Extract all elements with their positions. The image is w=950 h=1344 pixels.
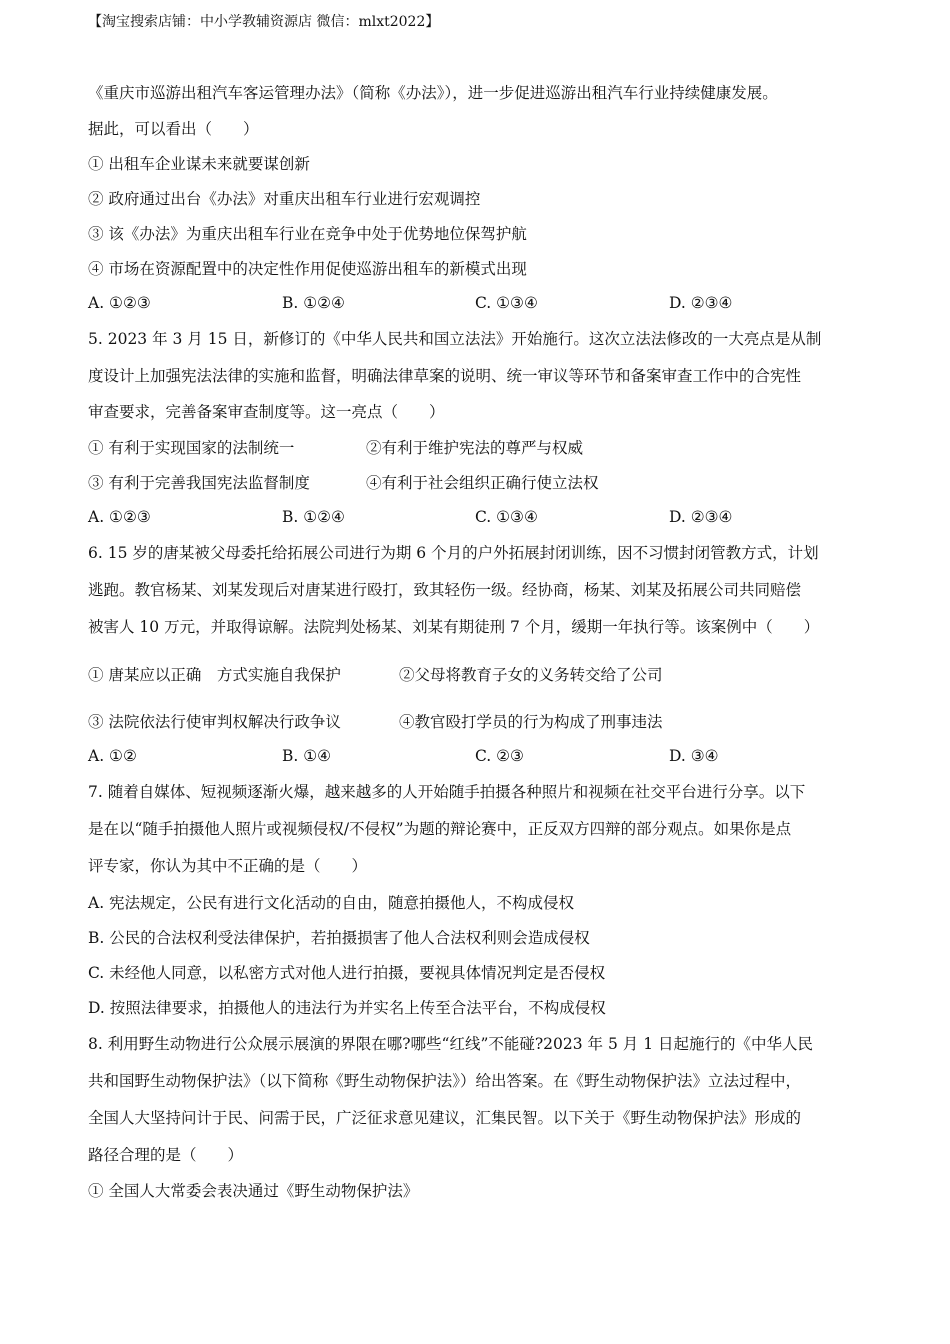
q6-stem-line-1: 6. 15 岁的唐某被父母委托给拓展公司进行为期 6 个月的户外拓展封闭训练，因不习惯封闭管教方式，计划 (88, 544, 819, 562)
q4-option-c: C. ①③④ (475, 294, 538, 312)
q4-statement-4: ④ 市场在资源配置中的决定性作用促使巡游出租车的新模式出现 (88, 260, 527, 278)
q6-statement-2: ②父母将教育子女的义务转交给了公司 (399, 666, 663, 684)
q5-option-c: C. ①③④ (475, 508, 538, 526)
q5-stem-line-3: 审查要求，完善备案审查制度等。这一亮点（ ） (88, 403, 445, 421)
q4-option-b: B. ①②④ (282, 294, 345, 312)
q7-option-d: D. 按照法律要求，拍摄他人的违法行为并实名上传至合法平台，不构成侵权 (88, 999, 606, 1017)
q4-stem-line-2: 据此，可以看出（ ） (88, 120, 259, 138)
q6-stem-line-2: 逃跑。教官杨某、刘某发现后对唐某进行殴打，致其轻伤一级。经协商，杨某、刘某及拓展公司共同赔偿 (88, 581, 802, 599)
q5-option-d: D. ②③④ (669, 508, 733, 526)
q4-option-a: A. ①②③ (88, 294, 151, 312)
q6-statement-1: ① 唐某应以正确 方式实施自我保护 (88, 666, 341, 684)
q6-option-c: C. ②③ (475, 747, 524, 765)
q7-stem-line-2: 是在以“随手拍摄他人照片或视频侵权/不侵权”为题的辩论赛中，正反双方四辩的部分观点。如果你是点 (88, 820, 792, 838)
q6-stem-line-3: 被害人 10 万元，并取得谅解。法院判处杨某、刘某有期徒刑 7 个月，缓期一年执行等。该案例中（ ） (88, 618, 820, 636)
q6-statement-3: ③ 法院依法行使审判权解决行政争议 (88, 713, 341, 731)
q5-option-b: B. ①②④ (282, 508, 345, 526)
page-header-watermark: 【淘宝搜索店铺：中小学教辅资源店 微信：mlxt2022】 (88, 14, 440, 30)
q8-stem-line-3: 全国人大坚持问计于民、问需于民，广泛征求意见建议，汇集民智。以下关于《野生动物保护法》形成的 (88, 1109, 802, 1127)
q8-stem-line-2: 共和国野生动物保护法》（以下简称《野生动物保护法》）给出答案。在《野生动物保护法》立法过程中， (88, 1072, 802, 1090)
q4-stem-line-1: 《重庆市巡游出租汽车客运管理办法》（简称《办法》），进一步促进巡游出租汽车行业持续健康发展。 (88, 84, 778, 102)
q7-option-a: A. 宪法规定，公民有进行文化活动的自由，随意拍摄他人，不构成侵权 (88, 894, 575, 912)
q5-statement-3: ③ 有利于完善我国宪法监督制度 (88, 474, 310, 492)
q5-statement-1: ① 有利于实现国家的法制统一 (88, 439, 295, 457)
q7-stem-line-1: 7. 随着自媒体、短视频逐渐火爆，越来越多的人开始随手拍摄各种照片和视频在社交平台进行分享。以下 (88, 783, 806, 801)
q8-statement-1: ① 全国人大常委会表决通过《野生动物保护法》 (88, 1182, 419, 1200)
q6-option-d: D. ③④ (669, 747, 719, 765)
q4-option-d: D. ②③④ (669, 294, 733, 312)
q7-option-c: C. 未经他人同意，以私密方式对他人进行拍摄，要视具体情况判定是否侵权 (88, 964, 606, 982)
q6-option-b: B. ①④ (282, 747, 332, 765)
q5-statement-4: ④有利于社会组织正确行使立法权 (366, 474, 599, 492)
q4-statement-3: ③ 该《办法》为重庆出租车行业在竞争中处于优势地位保驾护航 (88, 225, 527, 243)
q7-stem-line-3: 评专家，你认为其中不正确的是（ ） (88, 857, 368, 875)
q5-stem-line-2: 度设计上加强宪法法律的实施和监督，明确法律草案的说明、统一审议等环节和备案审查工作中的合宪性 (88, 367, 802, 385)
q8-stem-line-1: 8. 利用野生动物进行公众展示展演的界限在哪?哪些“红线”不能碰?2023 年 5 月 1 日起施行的《中华人民 (88, 1035, 813, 1053)
q4-statement-1: ① 出租车企业谋未来就要谋创新 (88, 155, 310, 173)
q7-option-b: B. 公民的合法权利受法律保护，若拍摄损害了他人合法权利则会造成侵权 (88, 929, 590, 947)
q4-statement-2: ② 政府通过出台《办法》对重庆出租车行业进行宏观调控 (88, 190, 481, 208)
q6-statement-4: ④教官殴打学员的行为构成了刑事违法 (399, 713, 663, 731)
q5-option-a: A. ①②③ (88, 508, 151, 526)
q5-statement-2: ②有利于维护宪法的尊严与权威 (366, 439, 584, 457)
q8-stem-line-4: 路径合理的是（ ） (88, 1146, 244, 1164)
q6-option-a: A. ①② (88, 747, 137, 765)
q5-stem-line-1: 5. 2023 年 3 月 15 日，新修订的《中华人民共和国立法法》开始施行。这次立法法修改的一大亮点是从制 (88, 330, 822, 348)
